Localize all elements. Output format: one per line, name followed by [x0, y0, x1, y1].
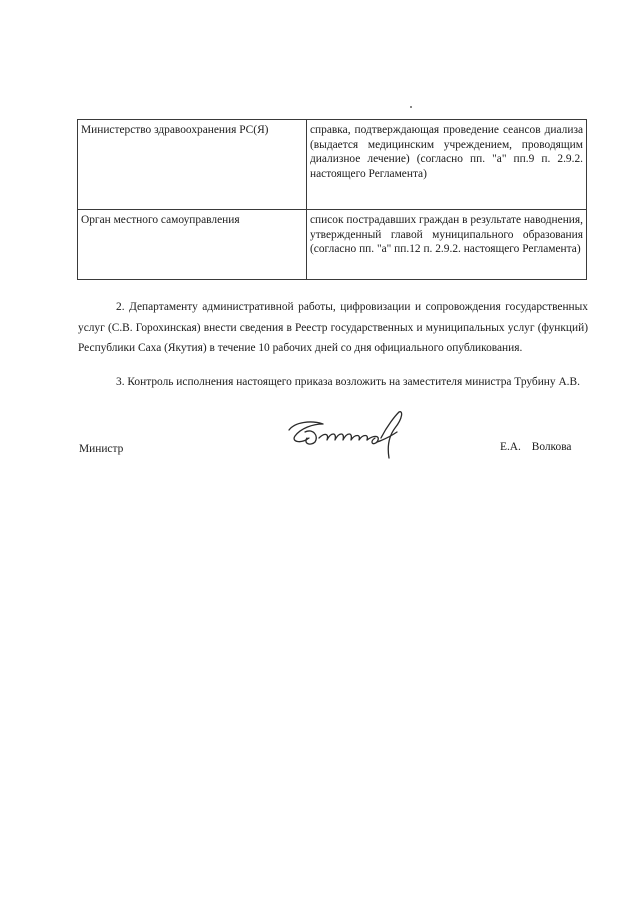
scan-speck: [410, 106, 412, 108]
signer-role: Министр: [79, 443, 124, 455]
authority-cell: Министерство здравоохранения РС(Я): [78, 120, 307, 210]
document-cell: справка, подтверждающая проведение сеансов диализа (выдается медицинским учреждением, проводящим диализное лечение) (согласно пп. "а" пп.9 п. 2.9.2. настоящего Регламента): [307, 120, 587, 210]
paragraph-2: 2. Департаменту административной работы, цифровизации и сопровождения государственных услуг (С.В. Горохинская) внести сведения в Реестр государственных и муниципальных услуг (функций) Республики Саха (Якутия) в течение 10 рабочих дней со дня официального опубликования.: [78, 301, 588, 354]
table-row: [78, 120, 587, 210]
handwritten-signature: [283, 402, 413, 462]
documents-table: [77, 119, 587, 280]
paragraph-3: 3. Контроль исполнения настоящего приказа возложить на заместителя министра Трубину А.В.: [116, 376, 580, 388]
signer-name: Е.А. Волкова: [500, 441, 572, 453]
authority-cell: Орган местного самоуправления: [78, 210, 307, 280]
document-cell: список пострадавших граждан в результате наводнения, утвержденный главой муниципального образования (согласно пп. "а" пп.12 п. 2.9.2. настоящего Регламента): [307, 210, 587, 280]
table-row: [78, 210, 587, 280]
